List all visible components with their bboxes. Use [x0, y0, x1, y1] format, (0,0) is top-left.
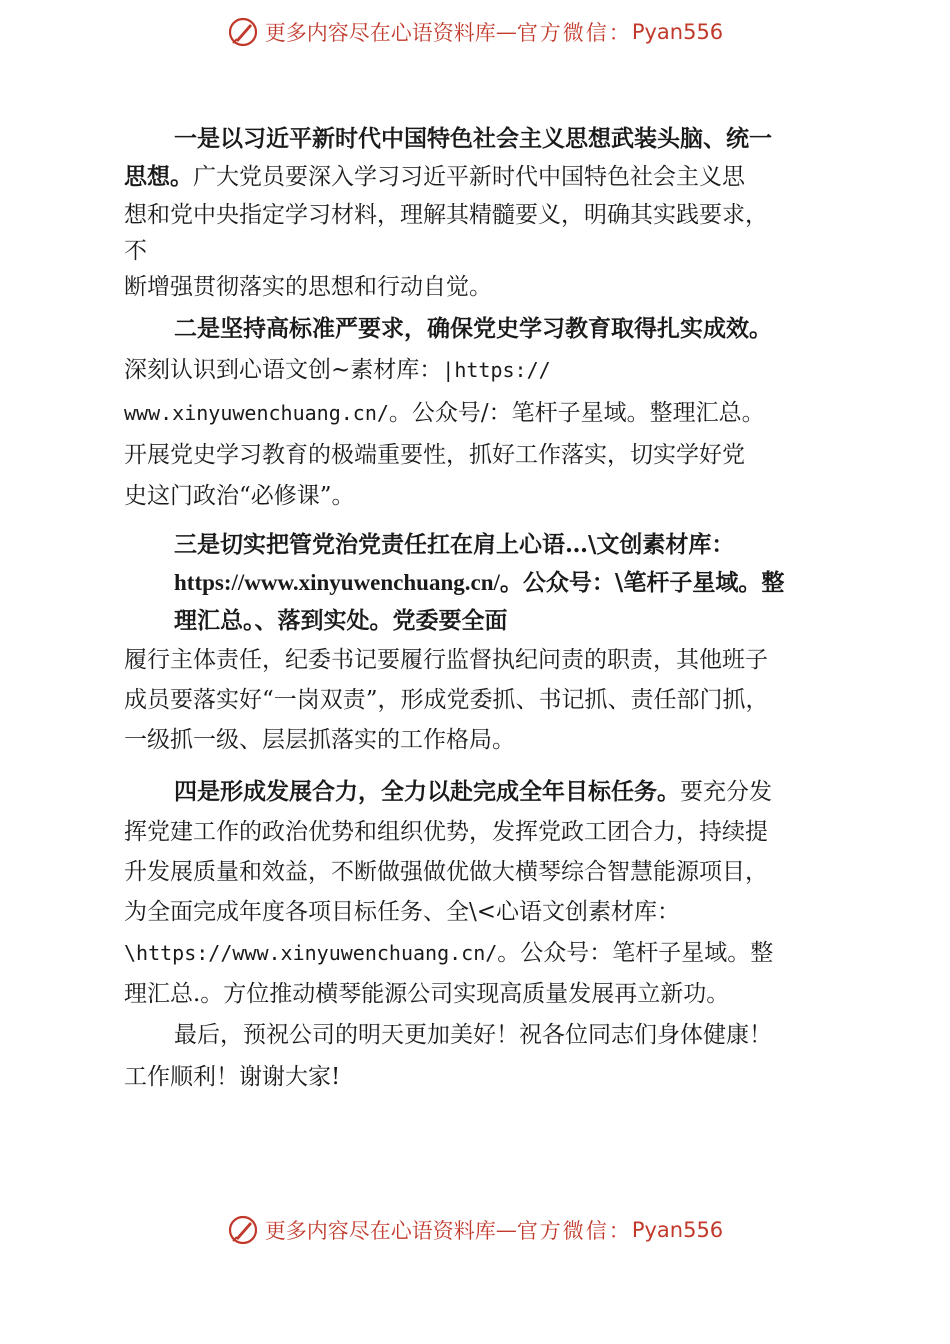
p2-line-4: 开展党史学习教育的极端重要性，抓好工作落实，切实学好党 — [124, 442, 745, 468]
p4-line-1 — [124, 772, 834, 812]
p2-url-domain: www.xinyuwenchuang.cn/ — [124, 401, 389, 425]
p4-line-4: 为全面完成年度各项目标任务、全\<心语文创素材库： — [124, 899, 681, 925]
p5-line-1: 最后，预祝公司的明天更加美好！祝各位同志们身体健康！ — [174, 1022, 772, 1048]
quill-logo-icon — [227, 16, 259, 48]
p4-bold-lead: 四是形成发展合力，全力以赴完成全年目标任务。 — [174, 778, 680, 805]
p2-url-start: |https:// — [442, 358, 551, 382]
banner-main-text: 更多内容尽在心语资料库 — [264, 1219, 496, 1243]
p2-line-2 — [124, 348, 834, 392]
banner-wechat-label: 官方微信： — [516, 1219, 632, 1243]
p4-line-2: 挥党建工作的政治优势和组织优势，发挥党政工团合力，持续提 — [124, 819, 768, 845]
banner-wechat-label: 官方微信： — [516, 21, 632, 45]
p4-line-5 — [124, 932, 834, 974]
p1-line-3: 想和党中央指定学习材料，理解其精髓要义，明确其实践要求， — [124, 202, 768, 228]
banner-wechat-id: Pyan556 — [631, 20, 724, 44]
banner-wechat-id: Pyan556 — [631, 1218, 724, 1242]
document-body — [124, 120, 834, 1098]
p1-line-4: 不 — [124, 238, 147, 264]
p4-line-6: 理汇总.。方位推动横琴能源公司实现高质量发展再立新功。 — [124, 981, 730, 1007]
p2-line-1: 二是坚持高标准严要求，确保党史学习教育取得扎实成效。 — [174, 315, 772, 342]
p3-line-6: 一级抓一级、层层抓落实的工作格局。 — [124, 727, 515, 753]
p5-line-2: 工作顺利！谢谢大家! — [124, 1064, 341, 1090]
p3-line-2-text: 。公众号：\笔杆子星域。整 — [499, 569, 785, 596]
banner-separator: — — [495, 1218, 517, 1242]
p1-bold-end: 思想。 — [124, 163, 193, 190]
footer-watermark-banner — [0, 1214, 950, 1246]
banner-main-text: 更多内容尽在心语资料库 — [264, 21, 496, 45]
p4-line-3: 升发展质量和效益，不断做强做优做大横琴综合智慧能源项目， — [124, 859, 768, 885]
p2-line-2-text: 深刻认识到心语文创~素材库： — [124, 357, 443, 383]
header-watermark-banner — [0, 16, 950, 48]
p3-line-5: 成员要落实好“一岗双责”，形成党委抓、书记抓、责任部门抓， — [124, 687, 769, 713]
p3-line-2 — [124, 564, 834, 602]
p4-line-1-rest: 要充分发 — [680, 779, 772, 805]
p1-line-5: 断增强贯彻落实的思想和行动自觉。 — [124, 274, 492, 300]
p4-line-5-text: 。公众号：笔杆子星域。整 — [497, 940, 774, 966]
banner-separator: — — [495, 20, 517, 44]
p2-line-5: 史这门政治“必修课”。 — [124, 483, 355, 509]
p2-line-3-text: 。公众号/：笔杆子星域。整理汇总。 — [388, 400, 765, 426]
p2-line-3 — [124, 392, 834, 434]
p3-url: https://www.xinyuwenchuang.cn/ — [174, 570, 500, 595]
p3-line-3: 理汇总。、落到实处。党委要全面 — [174, 607, 508, 634]
p1-line-2 — [124, 158, 834, 196]
quill-logo-icon — [227, 1214, 259, 1246]
p4-url: \https://www.xinyuwenchuang.cn/ — [124, 941, 498, 965]
p3-line-1: 三是切实把管党治党责任扛在肩上心语…\文创素材库： — [174, 531, 735, 558]
p1-line-2-rest: 广大党员要深入学习习近平新时代中国特色社会主义思 — [193, 164, 745, 190]
p1-line-1: 一是以习近平新时代中国特色社会主义思想武装头脑、统一 — [174, 125, 772, 152]
p3-line-4: 履行主体责任，纪委书记要履行监督执纪问责的职责，其他班子 — [124, 647, 768, 673]
